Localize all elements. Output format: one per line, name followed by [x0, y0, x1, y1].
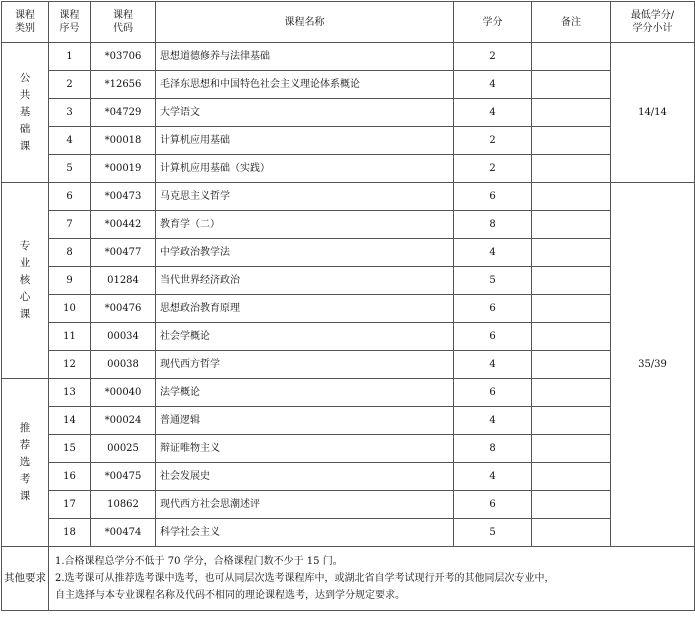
table-row [2, 463, 695, 491]
seq-cell: 1 [49, 43, 91, 71]
seq-cell: 17 [49, 491, 91, 519]
credits-cell: 5 [454, 519, 532, 547]
remarks-cell [532, 43, 611, 71]
table-row [2, 155, 695, 183]
seq-cell: 11 [49, 323, 91, 351]
remarks-cell [532, 267, 611, 295]
code-cell: *00473 [91, 183, 156, 211]
credits-cell: 5 [454, 267, 532, 295]
remarks-cell [532, 519, 611, 547]
name-cell: 普通逻辑 [156, 407, 454, 435]
remarks-cell [532, 295, 611, 323]
credits-cell: 4 [454, 239, 532, 267]
footer-row [2, 547, 695, 611]
code-cell: *04729 [91, 99, 156, 127]
header-row [2, 2, 695, 43]
credits-cell: 6 [454, 491, 532, 519]
table-row [2, 127, 695, 155]
code-cell: *00019 [91, 155, 156, 183]
table-row [2, 491, 695, 519]
seq-cell: 5 [49, 155, 91, 183]
remarks-cell [532, 463, 611, 491]
code-cell: *00476 [91, 295, 156, 323]
footer-label: 其他要求 [2, 547, 49, 611]
seq-cell: 14 [49, 407, 91, 435]
curriculum-table [1, 1, 695, 611]
code-cell: 01284 [91, 267, 156, 295]
remarks-cell [532, 211, 611, 239]
name-cell: 大学语文 [156, 99, 454, 127]
remarks-cell [532, 239, 611, 267]
credits-cell: 8 [454, 435, 532, 463]
code-cell: *00040 [91, 379, 156, 407]
credits-cell: 6 [454, 183, 532, 211]
table-row [2, 379, 695, 407]
remarks-cell [532, 155, 611, 183]
remarks-cell [532, 491, 611, 519]
header-category: 课程 类别 [2, 2, 49, 43]
header-name: 课程名称 [156, 2, 454, 43]
seq-cell: 8 [49, 239, 91, 267]
credits-cell: 6 [454, 379, 532, 407]
seq-cell: 7 [49, 211, 91, 239]
code-cell: *00018 [91, 127, 156, 155]
name-cell: 科学社会主义 [156, 519, 454, 547]
remarks-cell [532, 435, 611, 463]
remarks-cell [532, 183, 611, 211]
name-cell: 教育学（二） [156, 211, 454, 239]
code-cell: *00024 [91, 407, 156, 435]
seq-cell: 15 [49, 435, 91, 463]
footer-note-1: 1.合格课程总学分不低于 70 学分，合格课程门数不少于 15 门。 [55, 556, 343, 567]
seq-cell: 18 [49, 519, 91, 547]
code-cell: 10862 [91, 491, 156, 519]
code-cell: *00477 [91, 239, 156, 267]
table-row [2, 407, 695, 435]
credits-cell: 4 [454, 463, 532, 491]
footer-notes [49, 547, 695, 611]
seq-cell: 3 [49, 99, 91, 127]
seq-cell: 13 [49, 379, 91, 407]
name-cell: 毛泽东思想和中国特色社会主义理论体系概论 [156, 71, 454, 99]
category-cell: 公 共 基 础 课 [2, 43, 49, 183]
name-cell: 现代西方社会思潮述评 [156, 491, 454, 519]
table-row [2, 183, 695, 211]
seq-cell: 6 [49, 183, 91, 211]
seq-cell: 10 [49, 295, 91, 323]
header-credits: 学分 [454, 2, 532, 43]
code-cell: 00025 [91, 435, 156, 463]
remarks-cell [532, 407, 611, 435]
seq-cell: 2 [49, 71, 91, 99]
name-cell: 中学政治教学法 [156, 239, 454, 267]
remarks-cell [532, 127, 611, 155]
table-row [2, 43, 695, 71]
header-remarks: 备注 [532, 2, 611, 43]
remarks-cell [532, 71, 611, 99]
remarks-cell [532, 379, 611, 407]
credits-cell: 8 [454, 211, 532, 239]
code-cell: *00475 [91, 463, 156, 491]
header-code: 课程 代码 [91, 2, 156, 43]
table-row [2, 323, 695, 351]
credits-cell: 4 [454, 99, 532, 127]
table-row [2, 211, 695, 239]
code-cell: 00038 [91, 351, 156, 379]
table-row [2, 519, 695, 547]
name-cell: 马克思主义哲学 [156, 183, 454, 211]
header-min-credits: 最低学分/ 学分小计 [611, 2, 695, 43]
code-cell: *12656 [91, 71, 156, 99]
name-cell: 社会发展史 [156, 463, 454, 491]
credits-cell: 4 [454, 351, 532, 379]
code-cell: 00034 [91, 323, 156, 351]
footer-note-2: 2.选考课可从推荐选考课中选考，也可从同层次选考课程库中，或湖北省自学考试现行开考的其他同层次专业中， [55, 573, 555, 584]
table-row [2, 99, 695, 127]
name-cell: 现代西方哲学 [156, 351, 454, 379]
seq-cell: 16 [49, 463, 91, 491]
credits-cell: 6 [454, 295, 532, 323]
table-row [2, 267, 695, 295]
name-cell: 计算机应用基础 [156, 127, 454, 155]
remarks-cell [532, 323, 611, 351]
credits-cell: 2 [454, 127, 532, 155]
table-row [2, 239, 695, 267]
code-cell: *00474 [91, 519, 156, 547]
name-cell: 思想政治教育原理 [156, 295, 454, 323]
name-cell: 当代世界经济政治 [156, 267, 454, 295]
min-credits-cell: 14/14 [611, 43, 695, 183]
table-row [2, 295, 695, 323]
credits-cell: 2 [454, 155, 532, 183]
credits-cell: 6 [454, 323, 532, 351]
seq-cell: 4 [49, 127, 91, 155]
name-cell: 计算机应用基础（实践） [156, 155, 454, 183]
seq-cell: 12 [49, 351, 91, 379]
table-row [2, 435, 695, 463]
name-cell: 思想道德修养与法律基础 [156, 43, 454, 71]
code-cell: *00442 [91, 211, 156, 239]
remarks-cell [532, 351, 611, 379]
table-row [2, 71, 695, 99]
name-cell: 法学概论 [156, 379, 454, 407]
name-cell: 辩证唯物主义 [156, 435, 454, 463]
header-seq: 课程 序号 [49, 2, 91, 43]
credits-cell: 4 [454, 407, 532, 435]
name-cell: 社会学概论 [156, 323, 454, 351]
remarks-cell [532, 99, 611, 127]
category-cell: 推 荐 选 考 课 [2, 379, 49, 547]
table-row [2, 351, 695, 379]
seq-cell: 9 [49, 267, 91, 295]
category-cell: 专 业 核 心 课 [2, 183, 49, 379]
min-credits-cell: 35/39 [611, 183, 695, 547]
credits-cell: 4 [454, 71, 532, 99]
code-cell: *03706 [91, 43, 156, 71]
footer-note-3: 自主选择与本专业课程名称及代码不相同的理论课程选考，达到学分规定要求。 [55, 590, 405, 601]
credits-cell: 2 [454, 43, 532, 71]
